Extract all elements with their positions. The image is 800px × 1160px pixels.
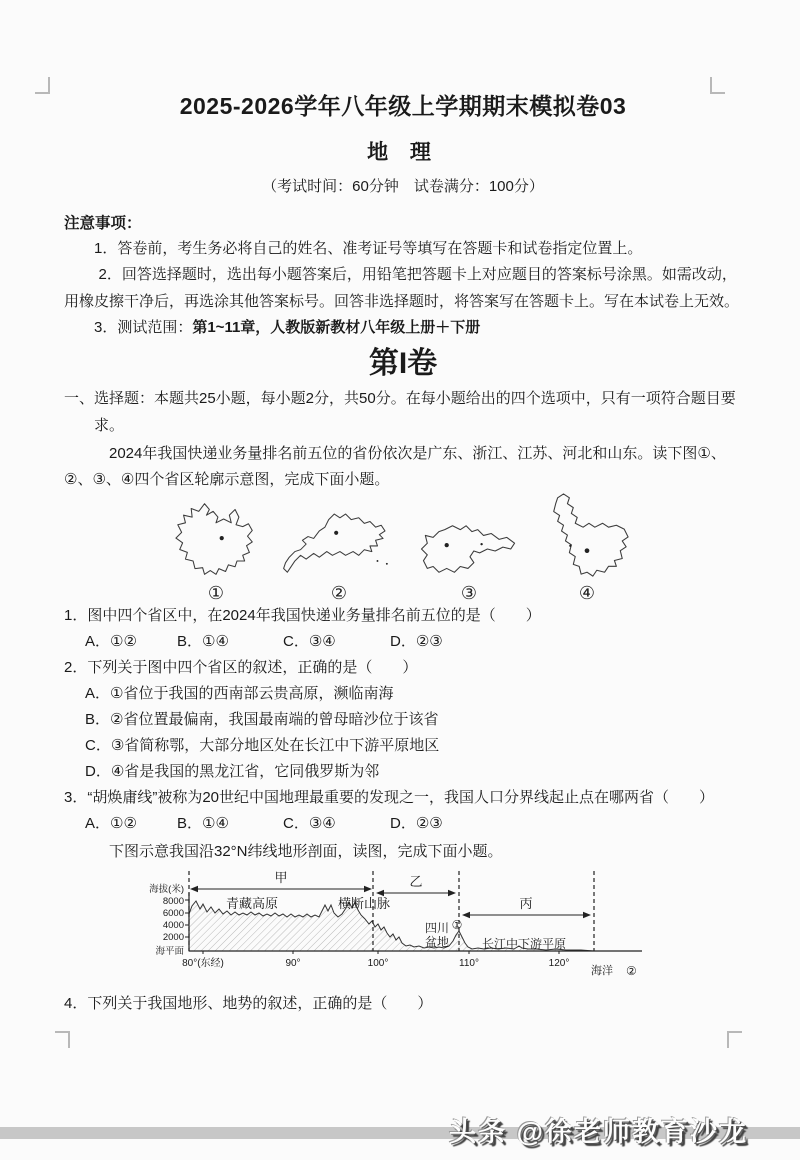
q1-option-a: A．①②	[85, 633, 137, 650]
x-tick-90: 90°	[285, 958, 301, 969]
x-tick-110: 110°	[459, 958, 479, 969]
y-tick-4000: 4000	[162, 920, 184, 931]
y-axis-label: 海拔(米)	[149, 884, 184, 895]
capital-dot	[220, 536, 224, 540]
island-dot	[386, 563, 388, 565]
capital-dot	[445, 543, 449, 547]
terrain-profile-svg	[136, 867, 660, 985]
province-map-1	[168, 498, 264, 603]
stimulus-express-provinces: 2024年我国快递业务量排名前五位的省份依次是广东、浙江、江苏、河北和山东。读下图①、②、③、④四个省区轮廓示意图，完成下面小题。	[64, 445, 726, 488]
notice-2: 2．回答选择题时，选出每小题答案后，用铅笔把答题卡上对应题目的答案标号涂黑。如需改动，用橡皮擦干净后，再选涂其他答案标号。回答非选择题时，将答案写在答题卡上。写在本试卷上无效。	[64, 266, 740, 310]
stimulus-terrain-profile: 下图示意我国沿32°N纬线地形剖面，读图，完成下面小题。	[109, 843, 503, 860]
city-dot	[480, 543, 482, 545]
q2-option-b: B．②省位置最偏南，我国最南端的曾母暗沙位于该省	[85, 711, 439, 728]
province-maps-row	[168, 499, 742, 603]
subject-title: 地 理	[367, 141, 439, 164]
capital-dot	[334, 531, 338, 535]
question-4: 4．下列关于我国地形、地势的叙述，正确的是（ ）	[64, 995, 433, 1012]
label-hengduan-mountains: 横断山脉	[337, 896, 391, 911]
q3-option-c: C．③④	[283, 815, 336, 832]
x-tick-80: 80°(东经)	[182, 958, 224, 969]
q2-option-c: C．③省简称鄂，大部分地区处在长江中下游平原地区	[85, 737, 440, 754]
ocean-label: 海洋	[591, 965, 613, 977]
span-jia-label: 甲	[274, 870, 288, 885]
question-2: 2．下列关于图中四个省区的叙述，正确的是（ ）	[64, 659, 418, 676]
q2-option-d: D．④省是我国的黑龙江省，它同俄罗斯为邻	[85, 763, 380, 780]
q1-option-c: C．③④	[283, 633, 336, 650]
notice-3	[64, 315, 742, 341]
label-yangtze-plain: 长江中下游平原	[481, 937, 567, 951]
q1-option-b: B．①④	[177, 633, 229, 650]
label-qingzang-plateau: 青藏高原	[225, 896, 279, 911]
notice-3-prefix: 3．测试范围：	[94, 319, 193, 336]
question-1-options	[64, 629, 742, 655]
crop-mark-bottom-left	[55, 1031, 70, 1048]
q1-option-d: D．②③	[390, 633, 443, 650]
q3-option-a: A．①②	[85, 815, 137, 832]
city-dot	[569, 545, 571, 547]
label-basin: 盆地	[424, 935, 450, 949]
map-label-2: ②	[330, 583, 348, 603]
part1-title: 第I卷	[368, 347, 438, 380]
span-bing-label: 丙	[519, 896, 533, 911]
exam-info: （考试时间：60分钟 试卷满分：100分）	[262, 178, 544, 195]
terrain-profile-chart	[136, 867, 660, 985]
question-3: 3．“胡焕庸线”被称为20世纪中国地理最重要的发现之一，我国人口分界线起止点在哪两省（ ）	[64, 789, 715, 806]
heilongjiang-outline-map	[538, 490, 636, 582]
ocean-marker-circled-2: ②	[626, 964, 637, 978]
question-1: 1．图中四个省区中，在2024年我国快递业务量排名前五位的是（ ）	[64, 607, 541, 624]
crop-mark-top-left	[35, 77, 50, 94]
guangdong-outline-map	[278, 508, 400, 582]
question-3-options	[64, 811, 742, 837]
y-tick-8000: 8000	[162, 896, 184, 907]
map-label-3: ③	[460, 583, 478, 603]
map-label-4: ④	[578, 583, 596, 603]
q3-option-d: D．②③	[390, 815, 443, 832]
span-yi-label: 乙	[409, 874, 423, 889]
notice-3-scope: 第1~11章，人教版新教材八年级上册＋下册	[192, 319, 481, 336]
island-dot	[377, 560, 379, 562]
province-map-4	[538, 490, 636, 603]
province-map-3	[414, 518, 524, 603]
capital-dot	[585, 548, 590, 553]
yunnan-outline-map	[168, 498, 264, 582]
crop-mark-bottom-right	[727, 1031, 742, 1048]
notices-header: 注意事项：	[64, 215, 142, 232]
paper-title: 2025-2026学年八年级上学期期末模拟卷03	[179, 93, 627, 119]
y-tick-6000: 6000	[162, 908, 184, 919]
x-tick-120: 120°	[548, 958, 570, 969]
watermark-text: 头条 @徐老师教育沙龙	[449, 1117, 748, 1147]
province-map-2	[278, 508, 400, 603]
section1-instruction: 一、选择题：本题共25小题，每小题2分，共50分。在每小题给出的四个选项中，只有一项符合题目要求。	[64, 390, 736, 434]
paper-content	[64, 0, 742, 1017]
peak-marker-circled-1: ①	[451, 918, 463, 932]
label-sichuan: 四川	[424, 921, 450, 935]
shandong-outline-map	[414, 518, 524, 582]
notice-1: 1．答卷前，考生务必将自己的姓名、准考证号等填写在答题卡和试卷指定位置上。	[94, 240, 643, 257]
q2-option-a: A．①省位于我国的西南部云贵高原，濒临南海	[85, 685, 394, 702]
map-label-1: ①	[207, 583, 225, 603]
y-tick-sealevel: 海平面	[155, 946, 184, 957]
x-tick-100: 100°	[367, 958, 389, 969]
q3-option-b: B．①④	[177, 815, 229, 832]
y-tick-2000: 2000	[162, 932, 184, 943]
